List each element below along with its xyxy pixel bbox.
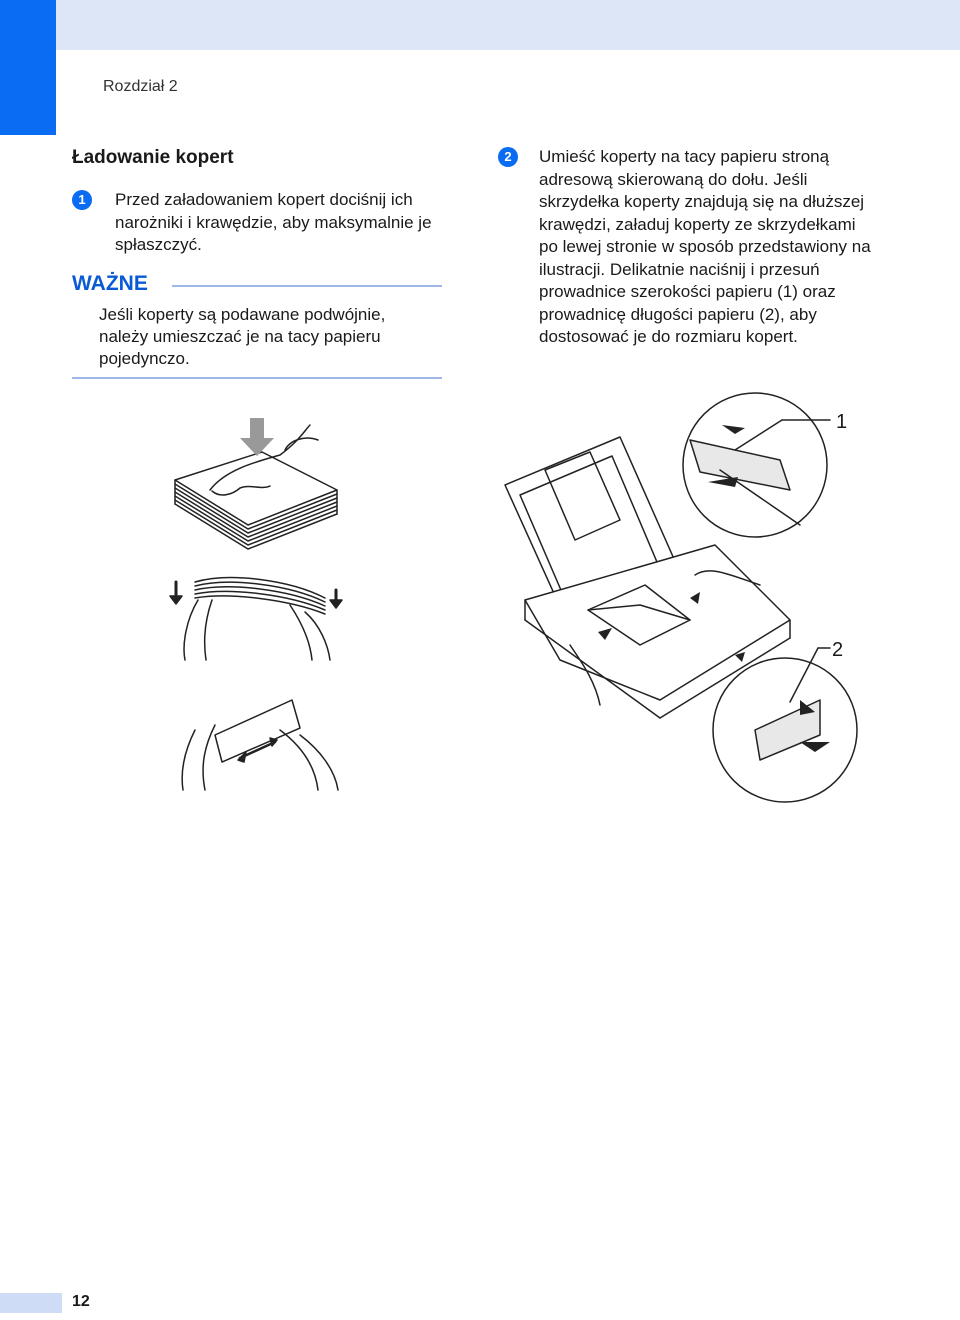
footer-band (0, 1293, 62, 1313)
callout-detail-2 (713, 648, 857, 802)
callout-label-1: 1 (836, 411, 848, 433)
chapter-label: Rozdział 2 (103, 78, 178, 95)
section-title: Ładowanie kopert (72, 147, 234, 168)
important-heading: WAŻNE (72, 272, 148, 295)
important-text: Jeśli koperty są podawane podwójnie, należy umieszczać je na tacy papieru pojedynczo. (99, 305, 386, 368)
flex-envelopes-drawing (170, 578, 342, 660)
callout-label-2: 2 (832, 639, 844, 661)
step-1-text: Przed załadowaniem kopert dociśnij ich narożniki i krawędzie, aby maksymalnie je spłaszczyć. (115, 190, 432, 254)
press-edges-drawing (182, 700, 338, 790)
page-number: 12 (72, 1293, 90, 1310)
callout-detail-1 (683, 393, 830, 537)
down-arrow-icon (240, 418, 274, 456)
step-2-text: Umieść koperty na tacy papieru stroną adresową skierowaną do dołu. Jeśli skrzydełka koperty znajdują się na dłuższej krawędzi, załaduj koperty ze skrzydełkami po lewej stronie w sposób przedstawiony na ilustracji. Delikatnie naciśnij i przesuń prowadnice szerokości papieru (1) oraz prowadnicę długości papieru (2), aby dostosować je do rozmiaru kopert. (539, 147, 871, 346)
step-2-badge: 2 (498, 147, 518, 167)
step-1-badge: 1 (72, 190, 92, 210)
